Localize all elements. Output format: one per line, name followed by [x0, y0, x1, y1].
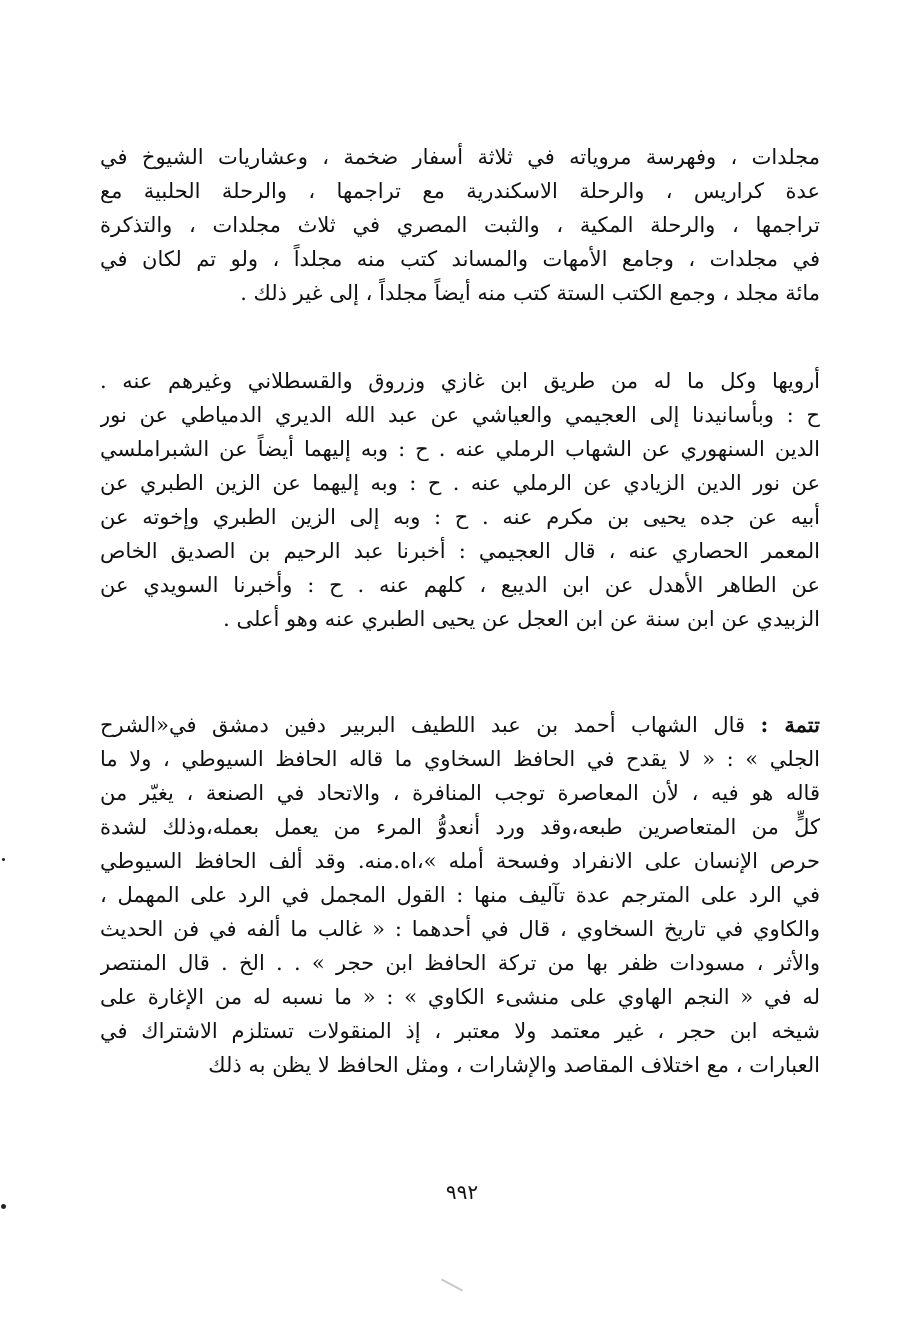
text-line: كلٍّ من المتعاصرين طبعه،وقد ورد أنعدوُّ المرء من يعمل بعمله،وذلك لشدة: [100, 815, 820, 839]
text-line: أبيه عن جده يحيى بن مكرم عنه . ح : وبه إلى الزين الطبري وإخوته عن: [100, 505, 820, 529]
scan-smudge: [441, 1278, 463, 1291]
text-line: قاله هو فيه ، لأن المعاصرة توجب المنافرة ، والاتحاد في الصنعة ، يغيّر من: [100, 781, 820, 805]
text-line: ح : وبأسانيدنا إلى العجيمي والعياشي عن عبد الله الديري الدمياطي عن نور: [100, 403, 820, 427]
text-line: المعمر الحصاري عنه ، قال العجيمي : أخبرنا عبد الرحيم بن الصديق الخاص: [100, 539, 820, 563]
text-line: في مجلدات ، وجامع الأمهات والمساند كتب منه مجلداً ، ولو تم لكان في: [100, 247, 820, 271]
text-line: الزبيدي عن ابن سنة عن ابن العجل عن يحيى الطبري عنه وهو أعلى .: [223, 607, 820, 631]
page-number: ٩٩٢: [445, 1180, 479, 1204]
text-line: الجلي » : « لا يقدح في الحافظ السخاوي ما قاله الحافظ السيوطي ، ولا ما: [100, 747, 820, 771]
text-line: له في « النجم الهاوي على منشىء الكاوي » : « ما نسبه له من الإغارة على: [100, 985, 820, 1009]
text-line: حرص الإنسان على الانفراد وفسحة أمله »،اه.منه. وقد ألف الحافظ السيوطي: [100, 849, 820, 873]
scan-speck: [2, 858, 5, 861]
addendum-label: تتمة :: [760, 712, 820, 737]
paragraph-works-list: [100, 140, 820, 310]
text-line: عن نور الدين الزيادي عن الرملي عنه . ح : وبه إليهما عن الزين الطبري عن: [100, 471, 820, 495]
text-line: في الرد على المترجم عدة تآليف منها : القول المجمل في الرد على المهمل ،: [100, 883, 820, 907]
text-line: مجلدات ، وفهرسة مروياته في ثلاثة أسفار ضخمة ، وعشاريات الشيوخ في: [100, 145, 820, 169]
text-line: عن الطاهر الأهدل عن ابن الديبع ، كلهم عنه . ح : وأخبرنا السويدي عن: [100, 573, 820, 597]
text-line: مائة مجلد ، وجمع الكتب الستة كتب منه أيضاً مجلداً ، إلى غير ذلك .: [240, 281, 820, 305]
text-line: عدة كراريس ، والرحلة الاسكندرية مع تراجمها ، والرحلة الحلبية مع: [100, 179, 820, 203]
text-line: والكاوي في تاريخ السخاوي ، قال في أحدهما : « غالب ما ألفه في فن الحديث: [100, 917, 820, 941]
text-line: والأثر ، مسودات ظفر بها من تركة الحافظ ابن حجر » . . الخ . قال المنتصر: [100, 951, 820, 975]
scan-speck: [1, 1204, 6, 1209]
text-line: تراجمها ، والرحلة المكية ، والثبت المصري في ثلاث مجلدات ، والتذكرة: [100, 213, 820, 237]
paragraph-addendum: [100, 708, 820, 1082]
text-line: [100, 708, 820, 742]
text-line: الدين السنهوري عن الشهاب الرملي عنه . ح : وبه إليهما أيضاً عن الشبراملسي: [100, 437, 820, 461]
text-line: العبارات ، مع اختلاف المقاصد والإشارات ، ومثل الحافظ لا يظن به ذلك: [208, 1053, 820, 1077]
addendum-first-line: قال الشهاب أحمد بن عبد اللطيف البربير دفين دمشق في«الشرح: [100, 713, 761, 737]
text-line: شيخه ابن حجر ، غير معتمد ولا معتبر ، إذ المنقولات تستلزم الاشتراك في: [100, 1019, 820, 1043]
text-line: أرويها وكل ما له من طريق ابن غازي وزروق والقسطلاني وغيرهم عنه .: [100, 369, 820, 393]
paragraph-chains-of-narration: [100, 364, 820, 636]
